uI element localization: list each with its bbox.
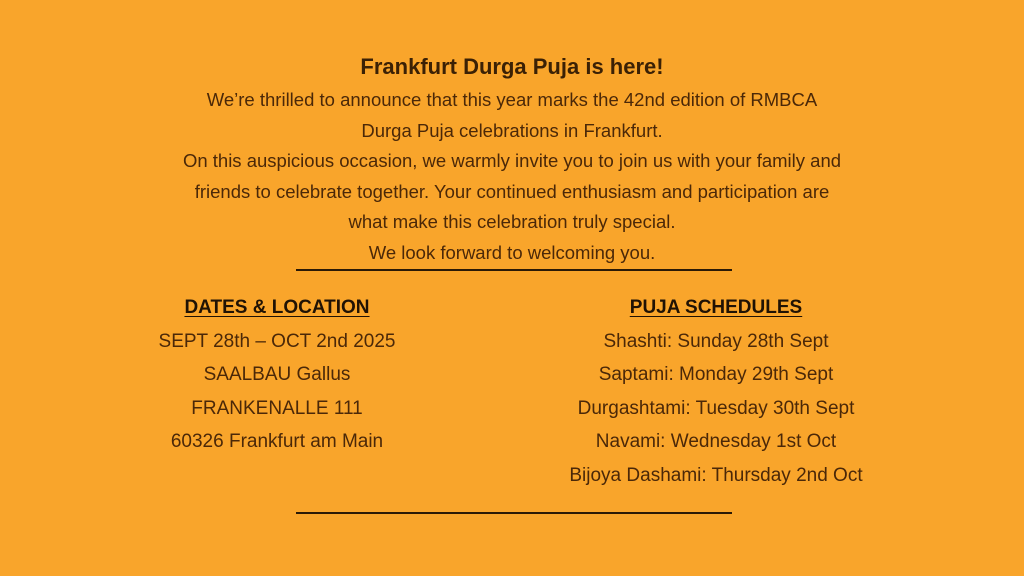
dates-location-line: SEPT 28th – OCT 2nd 2025: [158, 330, 396, 352]
intro-line: We’re thrilled to announce that this year marks the 42nd edition of RMBCA: [206, 89, 818, 110]
dates-location-line: 60326 Frankfurt am Main: [170, 431, 384, 452]
dates-location-heading: DATES & LOCATION: [184, 297, 370, 318]
puja-schedule-item: Saptami: Monday 29th Sept: [598, 364, 834, 385]
intro-line: friends to celebrate together. Your continued enthusiasm and participation are: [194, 180, 830, 202]
intro-line: We look forward to welcoming you.: [368, 241, 656, 263]
puja-schedule-item: Bijoya Dashami: Thursday 2nd Oct: [569, 464, 863, 486]
intro-line: what make this celebration truly special.: [348, 211, 676, 233]
puja-schedules-heading: PUJA SCHEDULES: [629, 297, 803, 318]
dates-location-line: SAALBAU Gallus: [203, 364, 351, 385]
intro-line: On this auspicious occasion, we warmly invite you to join us with your family and: [182, 150, 842, 172]
divider-line-bottom: [296, 512, 732, 514]
puja-schedule-item: Navami: Wednesday 1st Oct: [595, 431, 837, 452]
intro-line: Durga Puja celebrations in Frankfurt.: [361, 119, 663, 141]
divider-line-top: [296, 269, 732, 271]
dates-location-section: [87, 291, 467, 459]
puja-schedule-item: Durgashtami: Tuesday 30th Sept: [577, 397, 855, 419]
slide-title: Frankfurt Durga Puja is here!: [360, 54, 664, 79]
intro-paragraph: [0, 85, 1024, 269]
dates-location-line: FRANKENALLE 111: [191, 397, 363, 419]
puja-schedule-item: Shashti: Sunday 28th Sept: [603, 330, 829, 352]
puja-schedules-section: [506, 291, 926, 492]
